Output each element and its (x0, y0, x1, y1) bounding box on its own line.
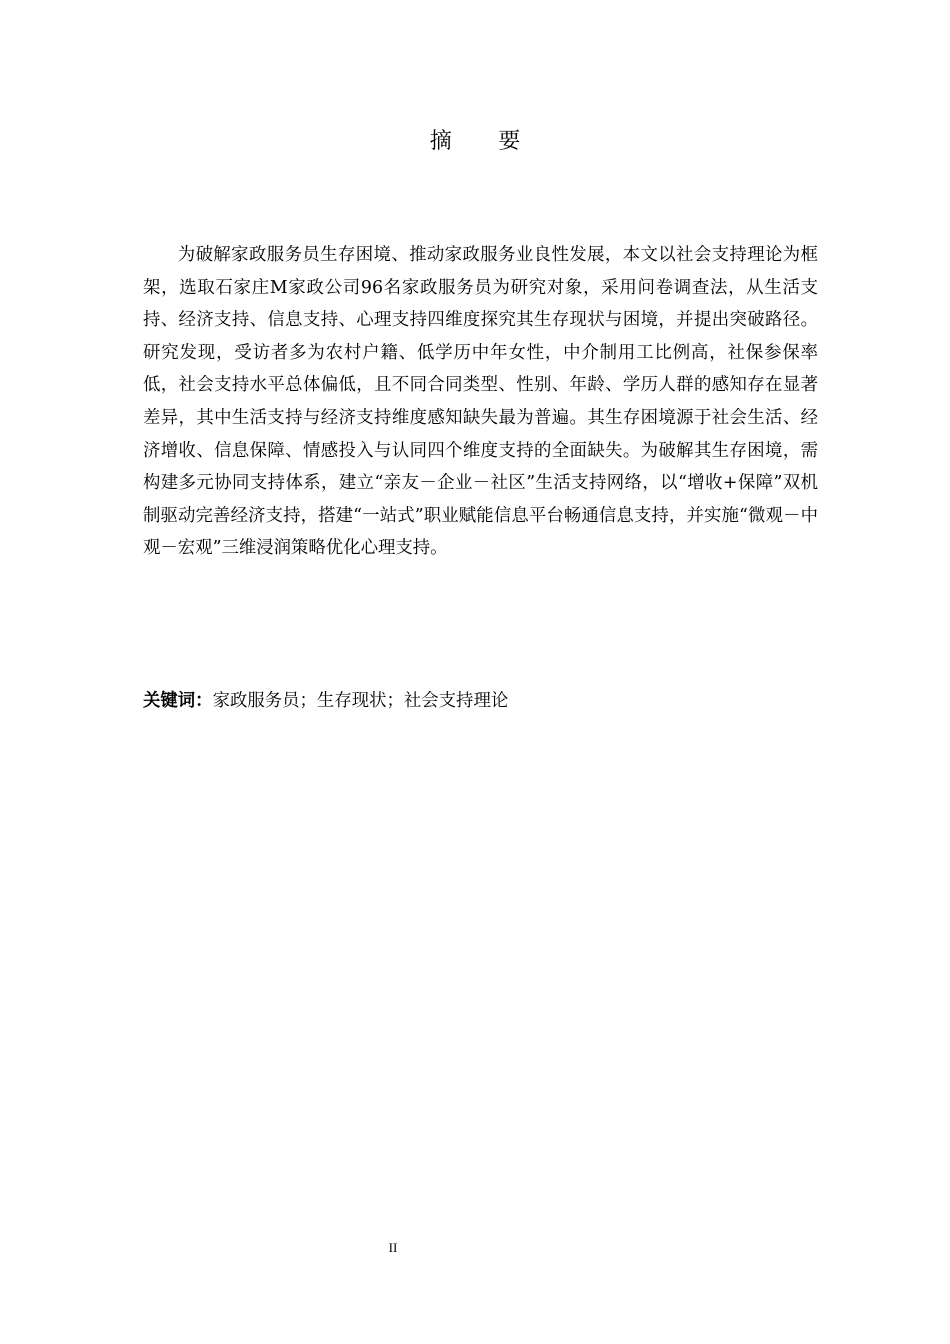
keywords-line (143, 685, 818, 717)
page-title: 摘 要 (429, 129, 541, 154)
keywords-label: 关键词： (143, 691, 213, 711)
abstract-paragraph: 为破解家政服务员生存困境、推动家政服务业良性发展，本文以社会支持理论为框架，选取石家庄M家政公司96名家政服务员为研究对象，采用问卷调查法，从生活支持、经济支持、信息支持、心理支持四维度探究其生存现状与困境，并提出突破路径。研究发现，受访者多为农村户籍、低学历中年女性，中介制用工比例高，社保参保率低，社会支持水平总体偏低，且不同合同类型、性别、年龄、学历人群的感知存在显著差异，其中生活支持与经济支持维度感知缺失最为普遍。其生存困境源于社会生活、经济增收、信息保障、情感投入与认同四个维度支持的全面缺失。为破解其生存困境，需构建多元协同支持体系，建立“亲友－企业－社区”生活支持网络，以“增收+保障”双机制驱动完善经济支持，搭建“一站式”职业赋能信息平台畅通信息支持，并实施“微观－中观－宏观”三维浸润策略优化心理支持。 (143, 245, 818, 559)
keywords-text: 家政服务员；生存现状；社会支持理论 (212, 691, 509, 711)
page-number: II (388, 1240, 398, 1255)
